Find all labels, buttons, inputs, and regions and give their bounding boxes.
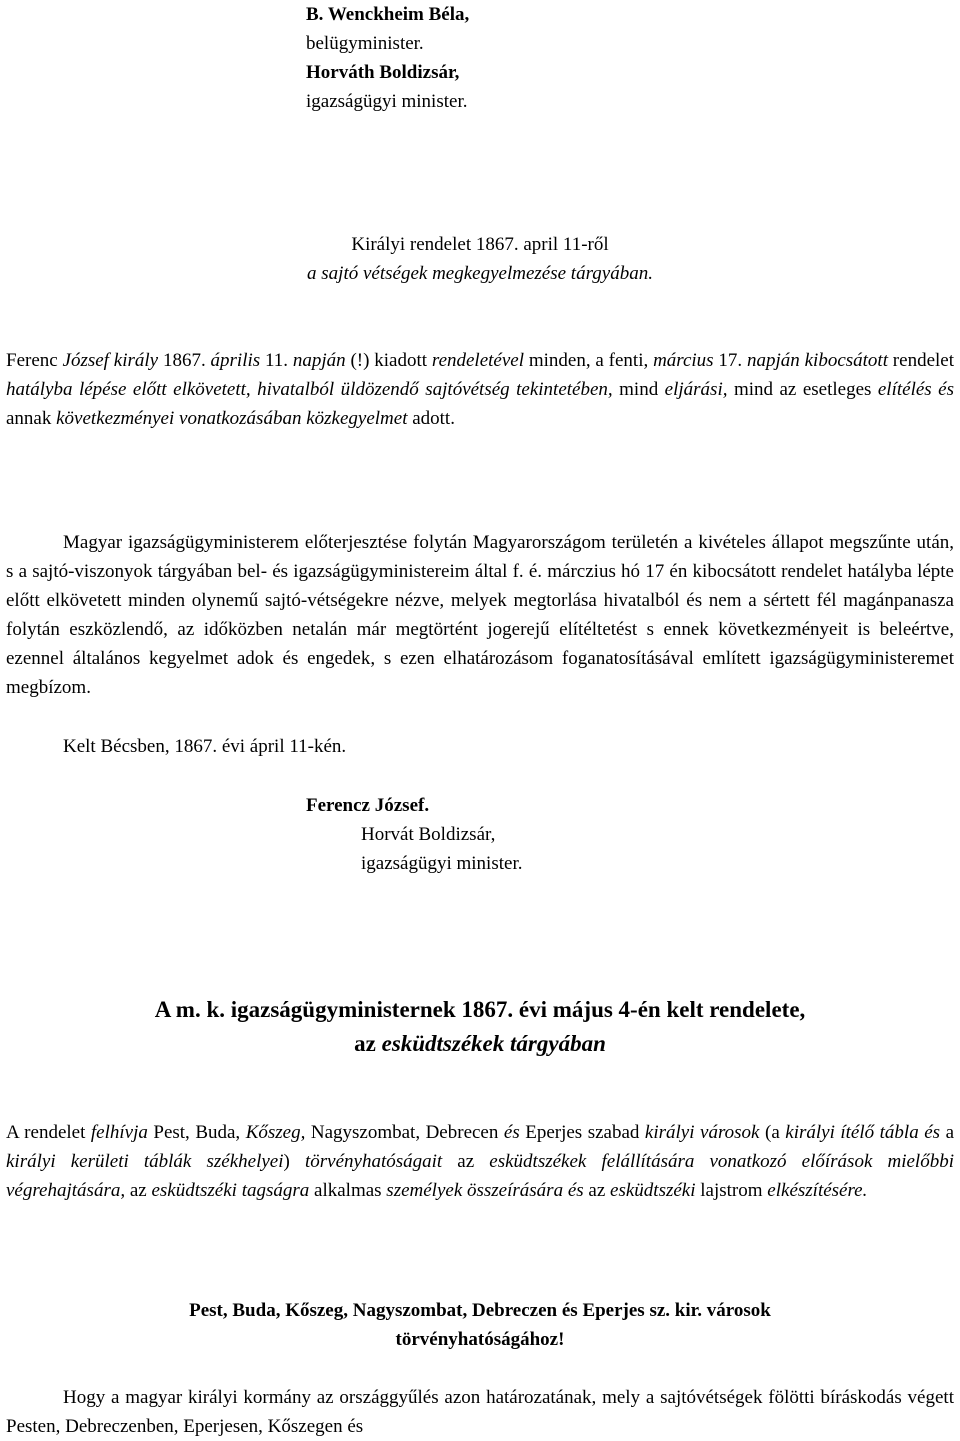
signature-title-minister: igazságügyi minister. (361, 853, 523, 874)
section2-title (6, 993, 954, 1061)
signature-title-belugy: belügyminister. (306, 33, 424, 54)
section2-paragraph-editorial: A rendelet felhívja Pest, Buda, Kőszeg, Nagyszombat, Debrecen és Eperjes szabad királyi városok (a királyi ítélő tábla és a királyi kerületi táblák székhelyei) törvényhatóságait az esküdtszékek felállítására vonatkozó előírások mielőbbi végrehajtására, az esküdtszéki tagságra alkalmas személyek összeírására és az esküdtszéki lajstrom elkészítésére. (6, 1122, 955, 1201)
section2-paragraph-body: Hogy a magyar királyi kormány az országgyűlés azon határozatának, mely a sajtóvétségek fölötti bíráskodás végett Pesten, Debreczenben, Eperjesen, Kőszegen és (6, 1387, 954, 1437)
section1-title (6, 230, 954, 288)
signature-name-wenckheim: B. Wenckheim Béla, (306, 4, 470, 25)
signature-name-horvat: Horvát Boldizsár, (361, 824, 496, 845)
section1-title-line2: a sajtó vétségek megkegyelmezése tárgyában. (307, 263, 653, 284)
section1-title-line1: Királyi rendelet 1867. april 11-ről (351, 234, 609, 255)
signature-name-horvath: Horváth Boldizsár, (306, 62, 460, 83)
section2-address (6, 1296, 954, 1354)
section1-date-line: Kelt Bécsben, 1867. évi ápril 11-kén. (63, 736, 347, 757)
signature-title-igazsagugyi: igazságügyi minister. (306, 91, 468, 112)
section1-signature-block (306, 791, 522, 878)
section2-address-line2: törvényhatóságához! (395, 1329, 565, 1350)
section2-title-line1: A m. k. igazságügyministernek 1867. évi május 4-én kelt rendelete, (154, 997, 806, 1022)
signature-name-ferencz-jozsef: Ferencz József. (306, 795, 430, 816)
section1-paragraph-decree: Magyar igazságügyministerem előterjesztése folytán Magyarországom területén a kivételes állapot megszűnte után, s a sajtó-viszonyok tárgyában bel- és igazságügyministereim által f. é. márczius hó 17 én kibocsátott rendelet hatályba lépte előtt elkövetett minden olynemű sajtó-vétségekre nézve, melyek megtorlása hivatalból és nem a sértett fél magánpanasza folytán eszközlendő, az időközben netalán már megtörtént jogerejű elítéltetést s ennek következményeit is beleértve, ezennel általános kegyelmet adok és engedek, s ezen elhatározásom foganatosításával említett igazságügyministeremet megbízom. (6, 532, 954, 698)
section1-paragraph-editorial: Ferenc József király 1867. április 11. napján (!) kiadott rendeletével minden, a fenti, március 17. napján kibocsátott rendelet hatályba lépése előtt elkövetett, hivatalból üldözendő sajtóvétség tekintetében, mind eljárási, mind az esetleges elítélés és annak következményei vonatkozásában közkegyelmet adott. (6, 350, 954, 429)
header-signature-block (306, 0, 469, 116)
section2-title-line2: az esküdtszékek tárgyában (354, 1031, 606, 1056)
section2-address-line1: Pest, Buda, Kőszeg, Nagyszombat, Debreczen és Eperjes sz. kir. városok (189, 1300, 771, 1321)
